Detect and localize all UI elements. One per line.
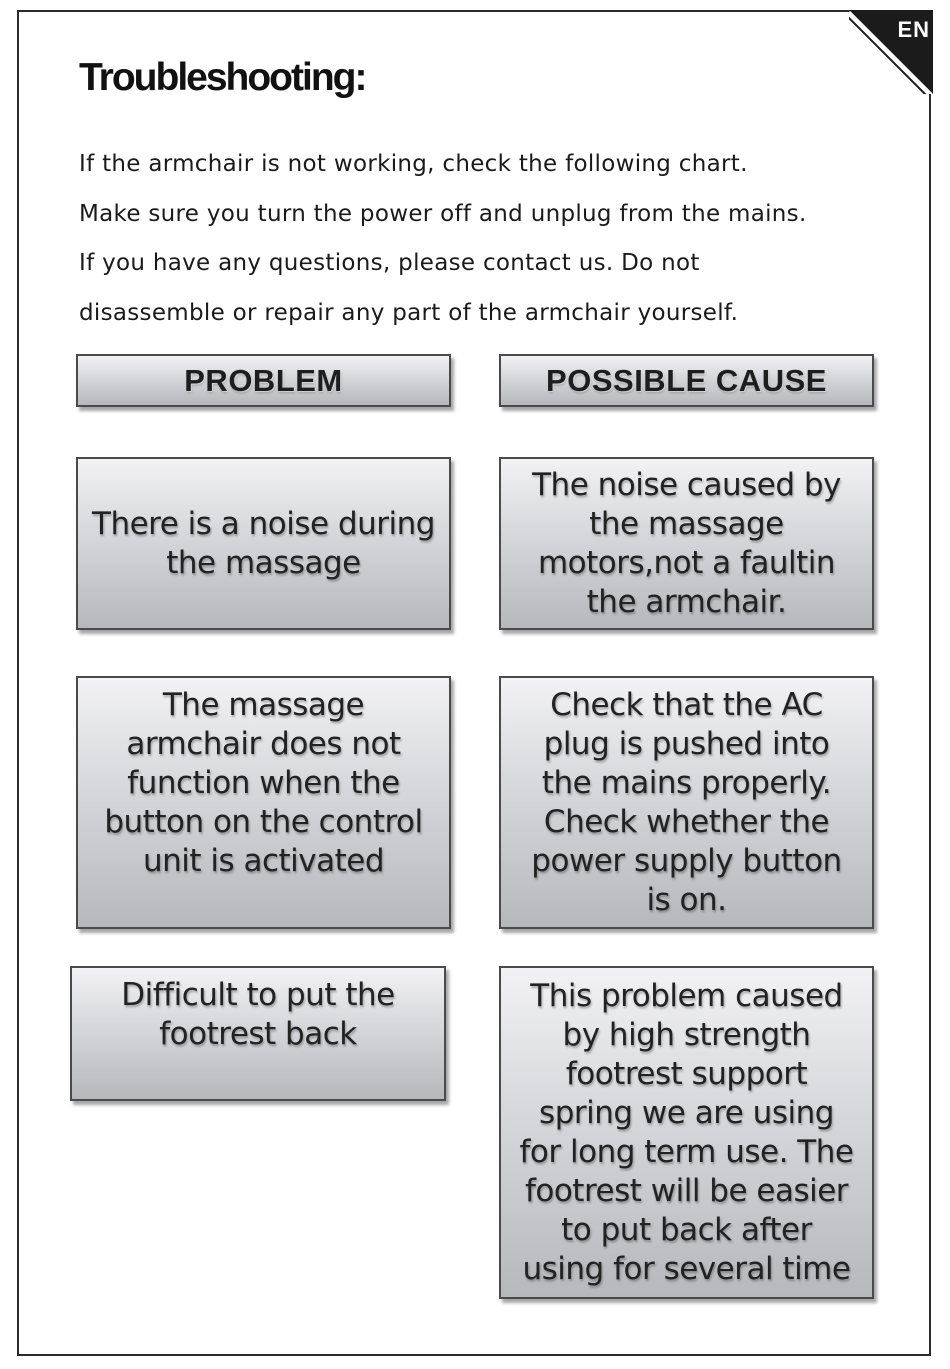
language-label: EN: [897, 17, 930, 42]
problem-text: The massage armchair does not function when the button on the control unit is activated: [104, 687, 423, 879]
intro-line: If the armchair is not working, check the following chart.: [79, 151, 748, 177]
cause-text: Check that the AC plug is pushed into the mains properly. Check whether the power supply button is on.: [531, 686, 842, 918]
cause-cell-noise: [499, 457, 874, 630]
problem-cell-footrest: [70, 966, 446, 1101]
intro-paragraph: [79, 140, 919, 338]
intro-line: If you have any questions, please contact us. Do not: [79, 250, 700, 276]
problem-cell-no-function: [76, 676, 451, 929]
page-title: Troubleshooting:: [79, 56, 366, 99]
intro-line: Make sure you turn the power off and unplug from the mains.: [79, 200, 807, 227]
problem-cell-noise: [76, 457, 451, 630]
cause-cell-footrest: [499, 966, 874, 1299]
problem-header: PROBLEM: [76, 354, 451, 407]
intro-line: disassemble or repair any part of the armchair yourself.: [79, 299, 739, 326]
problem-text: Difficult to put the footrest back: [121, 977, 395, 1052]
cause-text: The noise caused by the massage motors,not a faultin the armchair.: [532, 466, 841, 620]
possible-cause-header: POSSIBLE CAUSE: [499, 354, 874, 407]
cause-cell-no-function: [499, 676, 874, 929]
problem-text: There is a noise during the massage: [92, 505, 435, 581]
cause-text: This problem caused by high strength footrest support spring we are using for long term use. The footrest will be easier to put back after using for several time: [519, 977, 854, 1287]
